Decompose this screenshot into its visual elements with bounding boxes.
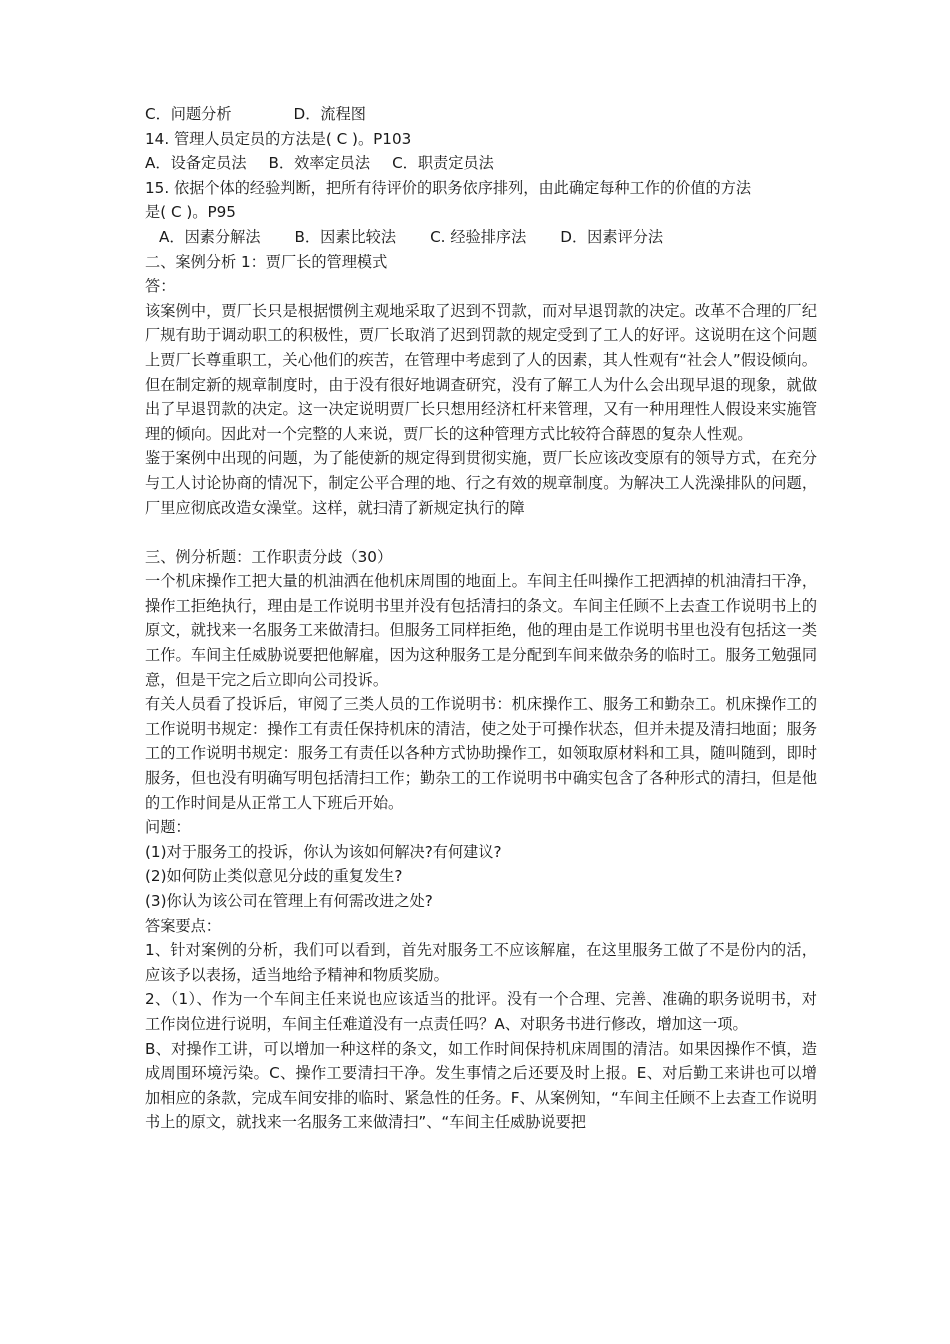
case2-paragraph-2: 有关人员看了投诉后，审阅了三类人员的工作说明书：机床操作工、服务工和勤杂工。机床操作工的工作说明书规定：操作工有责任保持机床的清洁，使之处于可操作状态，但并未提及清扫地面；服务工的工作说明书规定：服务工有责任以各种方式协助操作工，如领取原材料和工具，随叫随到，即时服务，但也没有明确写明包括清扫工作；勤杂工的工作说明书中确实包含了各种形式的清扫，但是他的工作时间是从正常工人下班后开始。 <box>145 695 817 812</box>
q15-question-line1: 15. 依据个体的经验判断，把所有待评价的职务依序排列，由此确定每种工作的价值的方法 <box>145 178 752 197</box>
q13-options-row <box>145 102 817 127</box>
q15-option-b: B．因素比较法 <box>294 227 397 246</box>
case2-answer-3: B、对操作工讲，可以增加一种这样的条文，如工作时间保持机床周围的清洁。如果因操作不慎，造成周围环境污染。C、操作工要清扫干净。发生事情之后还要及时上报。E、对后勤工来讲也可以增加相应的条款，完成车间安排的临时、紧急性的任务。F、从案例知，“车间主任顾不上去查工作说明书上的原文，就找来一名服务工来做清扫”、“车间主任威胁说要把 <box>145 1039 817 1132</box>
q15-option-d: D．因素评分法 <box>560 227 664 246</box>
q15-option-c: C. 经验排序法 <box>430 227 527 246</box>
case1-answer-label: 答： <box>145 277 176 296</box>
document-page <box>145 102 817 1135</box>
case2-answer-1: 1、针对案例的分析，我们可以看到，首先对服务工不应该解雇，在这里服务工做了不是份内的活，应该予以表扬，适当地给予精神和物质奖励。 <box>145 941 817 984</box>
case1-heading: 二、案例分析 1：贾厂长的管理模式 <box>145 252 388 271</box>
case2-question-2: (2)如何防止类似意见分歧的重复发生? <box>145 867 403 886</box>
case2-question-1: (1)对于服务工的投诉，你认为该如何解决?有何建议? <box>145 842 502 861</box>
case2-answer-2: 2、（1）、作为一个车间主任来说也应该适当的批评。没有一个合理、完善、准确的职务说明书，对工作岗位进行说明，车间主任难道没有一点责任吗？A、对职务书进行修改，增加这一项。 <box>145 990 817 1033</box>
q14-option-c: C．职责定员法 <box>392 154 494 173</box>
case2-questions-label: 问题： <box>145 818 191 837</box>
q13-option-c: C．问题分析 <box>145 105 232 123</box>
q15-options-row <box>145 225 817 250</box>
case1-paragraph-1: 该案例中，贾厂长只是根据惯例主观地采取了迟到不罚款，而对早退罚款的决定。改革不合理的厂纪厂规有助于调动职工的积极性，贾厂长取消了迟到罚款的规定受到了工人的好评。这说明在这个问题上贾厂长尊重职工，关心他们的疾苦，在管理中考虑到了人的因素，其人性观有“社会人”假设倾向。但在制定新的规章制度时，由于没有很好地调查研究，没有了解工人为什么会出现早退的现象，就做出了早退罚款的决定。这一决定说明贾厂长只想用经济杠杆来管理，又有一种用理性人假设来实施管理的倾向。因此对一个完整的人来说，贾厂长的这种管理方式比较符合薛恩的复杂人性观。 <box>145 301 817 443</box>
q15-option-a: A．因素分解法 <box>159 227 261 246</box>
blank-line <box>145 520 817 545</box>
case2-answer-label: 答案要点： <box>145 916 221 935</box>
case2-heading: 三、例分析题：工作职责分歧（30） <box>145 547 393 566</box>
q14-option-b: B．效率定员法 <box>268 154 371 173</box>
q14-options-row <box>145 151 817 176</box>
case2-paragraph-1: 一个机床操作工把大量的机油洒在他机床周围的地面上。车间主任叫操作工把洒掉的机油清扫干净，操作工拒绝执行，理由是工作说明书里并没有包括清扫的条文。车间主任顾不上去查工作说明书上的原文，就找来一名服务工来做清扫。但服务工同样拒绝，他的理由是工作说明书里也没有包括这一类工作。车间主任威胁说要把他解雇，因为这种服务工是分配到车间来做杂务的临时工。服务工勉强同意，但是干完之后立即向公司投诉。 <box>145 572 817 689</box>
q14-question: 14. 管理人员定员的方法是( C )。P103 <box>145 129 412 148</box>
case2-question-3: (3)你认为该公司在管理上有何需改进之处? <box>145 892 433 910</box>
case1-paragraph-2: 鉴于案例中出现的问题，为了能使新的规定得到贯彻实施，贾厂长应该改变原有的领导方式，在充分与工人讨论协商的情况下，制定公平合理的地、行之有效的规章制度。为解决工人洗澡排队的问题，厂里应彻底改造女澡堂。这样，就扫清了新规定执行的障 <box>145 449 817 517</box>
q15-question-line2: 是( C )。P95 <box>145 203 236 222</box>
q13-option-d: D．流程图 <box>293 105 366 123</box>
q14-option-a: A．设备定员法 <box>145 154 247 173</box>
